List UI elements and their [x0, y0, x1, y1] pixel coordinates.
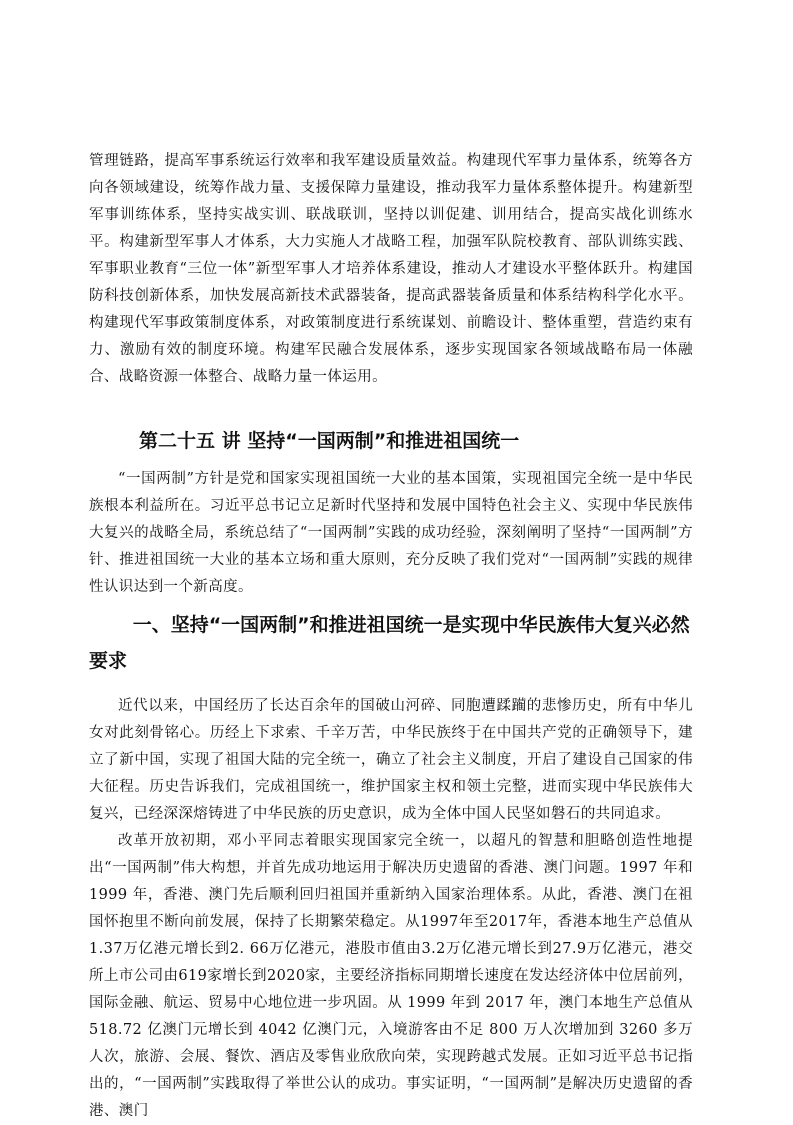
- lecture-heading: 第二十五 讲 坚持“一国两制”和推进祖国统一: [139, 430, 520, 452]
- section-paragraph-1: 近代以来，中国经历了长达百余年的国破山河碎、同胞遭蹂躏的悲惨历史，所有中华儿女对此刻骨铭心。历经上下求索、千辛万苦，中华民族终于在中国共产党的正确领导下，建立了新中国，实现了祖国大陆的完全统一，确立了社会主义制度，开启了建设自己国家的伟大征程。历史告诉我们，完成祖国统一，维护国家主权和领土完整，进而实现中华民族伟大复兴，已经深深熔铸进了中华民族的历史意识，成为全体中国人民坚如磐石的共同追求。: [89, 698, 693, 822]
- intro-paragraph: 管理链路，提高军事系统运行效率和我军建设质量效益。构建现代军事力量体系，统筹各方向各领域建设，统筹作战力量、支援保障力量建设，推动我军力量体系整体提升。构建新型军事训练体系，坚持实战实训、联战联训，坚持以训促建、训用结合，提高实战化训练水平。构建新型军事人才体系，大力实施人才战略工程，加强军队院校教育、部队训练实践、军事职业教育“三位一体”新型军事人才培养体系建设，推动人才建设水平整体跃升。构建国防科技创新体系，加快发展高新技术武器装备，提高武器装备质量和体系结构科学化水平。构建现代军事政策制度体系，对政策制度进行系统谋划、前瞻设计、整体重塑，营造约束有力、激励有效的制度环境。构建军民融合发展体系，逐步实现国家各领域战略布局一体融合、战略资源一体整合、战略力量一体运用。: [89, 153, 693, 385]
- section-heading: 一、坚持“一国两制”和推进祖国统一是实现中华民族伟大复兴必然要求: [89, 614, 690, 672]
- lecture-intro-paragraph: “一国两制”方针是党和国家实现祖国统一大业的基本国策，实现祖国完全统一是中华民族根本利益所在。习近平总书记立足新时代坚持和发展中国特色社会主义、实现中华民族伟大复兴的战略全局，系统总结了“一国两制”实践的成功经验，深刻阐明了坚持“一国两制”方针、推进祖国统一大业的基本立场和重大原则，充分反映了我们党对“一国两制”实践的规律性认识达到一个新高度。: [89, 471, 693, 595]
- section-paragraph-2: 改革开放初期，邓小平同志着眼实现国家完全统一，以超凡的智慧和胆略创造性地提出“一国两制”伟大构想，并首先成功地运用于解决历史遗留的香港、澳门问题。1997 年和 1999 年，香港、澳门先后顺利回归祖国并重新纳入国家治理体系。从此，香港、澳门在祖国怀抱里不断向前发展，保持了长期繁荣稳定。从1997年至2017年，香港本地生产总值从1.37万亿港元增长到2. 66万亿港元，港股市值由3.2万亿港元增长到27.9万亿港元，港交所上市公司由619家增长到2020家，主要经济指标同期增长速度在发达经济体中位居前列，国际金融、航运、贸易中心地位进一步巩固。从 1999 年到 2017 年，澳门本地生产总值从 518.72 亿澳门元增长到 4042 亿澳门元，入境游客由不足 800 万人次增加到 3260 多万人次，旅游、会展、餐饮、酒店及零售业欣欣向荣，实现跨越式发展。正如习近平总书记指出的，“一国两制”实践取得了举世公认的成功。事实证明，“一国两制”是解决历史遗留的香港、澳门: [89, 833, 693, 1119]
